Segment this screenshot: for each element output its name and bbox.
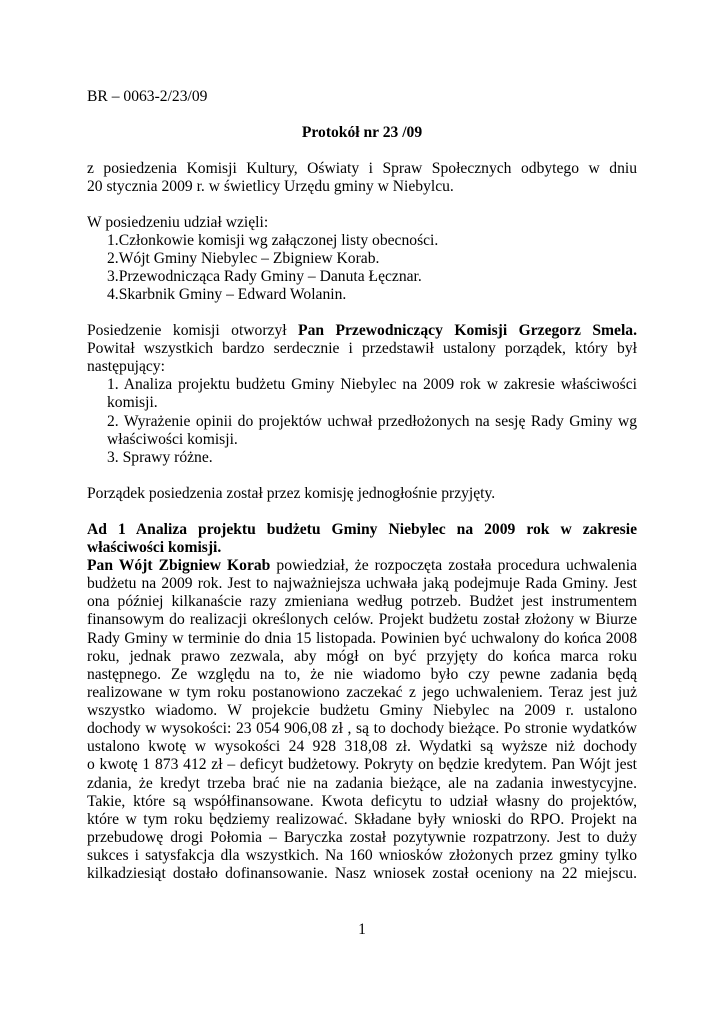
section-body-line (87, 557, 637, 575)
section-body-line: budżetu na 2009 rok. Jest to najważniejsza uchwała jaką podejmuje Rada Gminy. Jest (87, 575, 637, 592)
opening-line-2: Powitał wszystkich bardzo serdecznie i przedstawił ustalony porządek, który był (87, 340, 637, 357)
section-body-line: następnego. Ze względu na to, że nie wiadomo było czy pewne zadania będą (87, 666, 637, 683)
section-heading-line-1: Ad 1 Analiza projektu budżetu Gminy Niebylec na 2009 rok w zakresie (87, 521, 637, 538)
section-body-line: roku, jednak prawo zezwala, aby mógł on być przyjęty do końca marca roku (87, 648, 637, 665)
section-body-line: Takie, które są współfinansowane. Kwota deficytu to udział własny do projektów, (87, 793, 637, 810)
attendee-item: 2.Wójt Gminy Niebylec – Zbigniew Korab. (107, 250, 380, 267)
agenda-item: 1. Analiza projektu budżetu Gminy Niebylec na 2009 rok w zakresie właściwości (107, 376, 637, 393)
attendance-header: W posiedzeniu udział wzięli: (87, 214, 269, 231)
section-body-line: przebudowę drogi Połomia – Baryczka został pozytywnie rozpatrzony. Jest to duży (87, 829, 637, 846)
attendee-item: 1.Członkowie komisji wg załączonej listy obecności. (107, 232, 439, 249)
section-body-line: kilkadziesiąt dostało dofinansowanie. Nasz wniosek został oceniony na 22 miejscu. (87, 865, 637, 882)
document-title: Protokół nr 23 /09 (301, 124, 423, 141)
reference-number: BR – 0063-2/23/09 (87, 88, 208, 105)
section-body-line: wszystko wiadomo. W projekcie budżetu Gminy Niebylec na 2009 r. ustalono (87, 702, 637, 719)
agenda-adoption: Porządek posiedzenia został przez komisję jednogłośnie przyjęty. (87, 485, 496, 502)
agenda-item: 2. Wyrażenie opinii do projektów uchwał przedłożonych na sesję Rady Gminy wg (107, 413, 637, 430)
intro-line-1: z posiedzenia Komisji Kultury, Oświaty i Spraw Społecznych odbytego w dniu (87, 160, 637, 177)
section-heading-line-2: właściwości komisji. (87, 539, 222, 556)
speaker-text: powiedział, że rozpoczęta została procedura uchwalenia (270, 557, 637, 574)
agenda-item: właściwości komisji. (107, 431, 238, 448)
section-body-line: Rady Gminy w terminie do dnia 15 listopada. Powinien być uchwalony do końca 2008 (87, 630, 637, 647)
section-body-line: finansowym do realizacji określonych celów. Projekt budżetu został złożony w Biurze (87, 611, 637, 628)
section-body-line: zdania, że kredyt trzeba brać nie na zadania bieżące, ale na zadania inwestycyjne. (87, 775, 637, 792)
section-body-line: o kwotę 1 873 412 zł – deficyt budżetowy. Pokryty on będzie kredytem. Pan Wójt jest (87, 756, 637, 773)
attendee-item: 4.Skarbnik Gminy – Edward Wolanin. (107, 286, 347, 303)
section-body-line: które w tym roku będziemy realizować. Składane były wnioski do RPO. Projekt na (87, 811, 637, 828)
agenda-item: komisji. (107, 394, 158, 411)
intro-line-2: 20 stycznia 2009 r. w świetlicy Urzędu gminy w Niebylcu. (87, 178, 454, 195)
opening-text: Posiedzenie komisji otworzył (87, 322, 299, 339)
speaker-name: Pan Wójt Zbigniew Korab (87, 557, 271, 574)
section-body-line: dochody w wysokości: 23 054 906,08 zł , są to dochody bieżące. Po stronie wydatków (87, 720, 637, 737)
section-body-line: ona później kilkanaście razy zmieniana według potrzeb. Budżet jest instrumentem (87, 593, 637, 610)
opening-line-1 (87, 322, 637, 340)
opening-line-3: następujący: (87, 358, 165, 375)
section-body-line: ustalono kwotę w wysokości 24 928 318,08 zł. Wydatki są wyższe niż dochody (87, 738, 637, 755)
page-number: 1 (358, 921, 366, 938)
chairman-name: Pan Przewodniczący Komisji Grzegorz Smela. (298, 322, 637, 339)
attendee-item: 3.Przewodnicząca Rady Gminy – Danuta Łęcznar. (107, 268, 422, 285)
section-body-line: realizowane w tym roku postanowiono zaczekać z jego uchwaleniem. Teraz jest już (87, 684, 637, 701)
agenda-item: 3. Sprawy różne. (107, 449, 213, 466)
section-body-line: sukces i satysfakcja dla wszystkich. Na 160 wniosków złożonych przez gminy tylko (87, 847, 637, 864)
